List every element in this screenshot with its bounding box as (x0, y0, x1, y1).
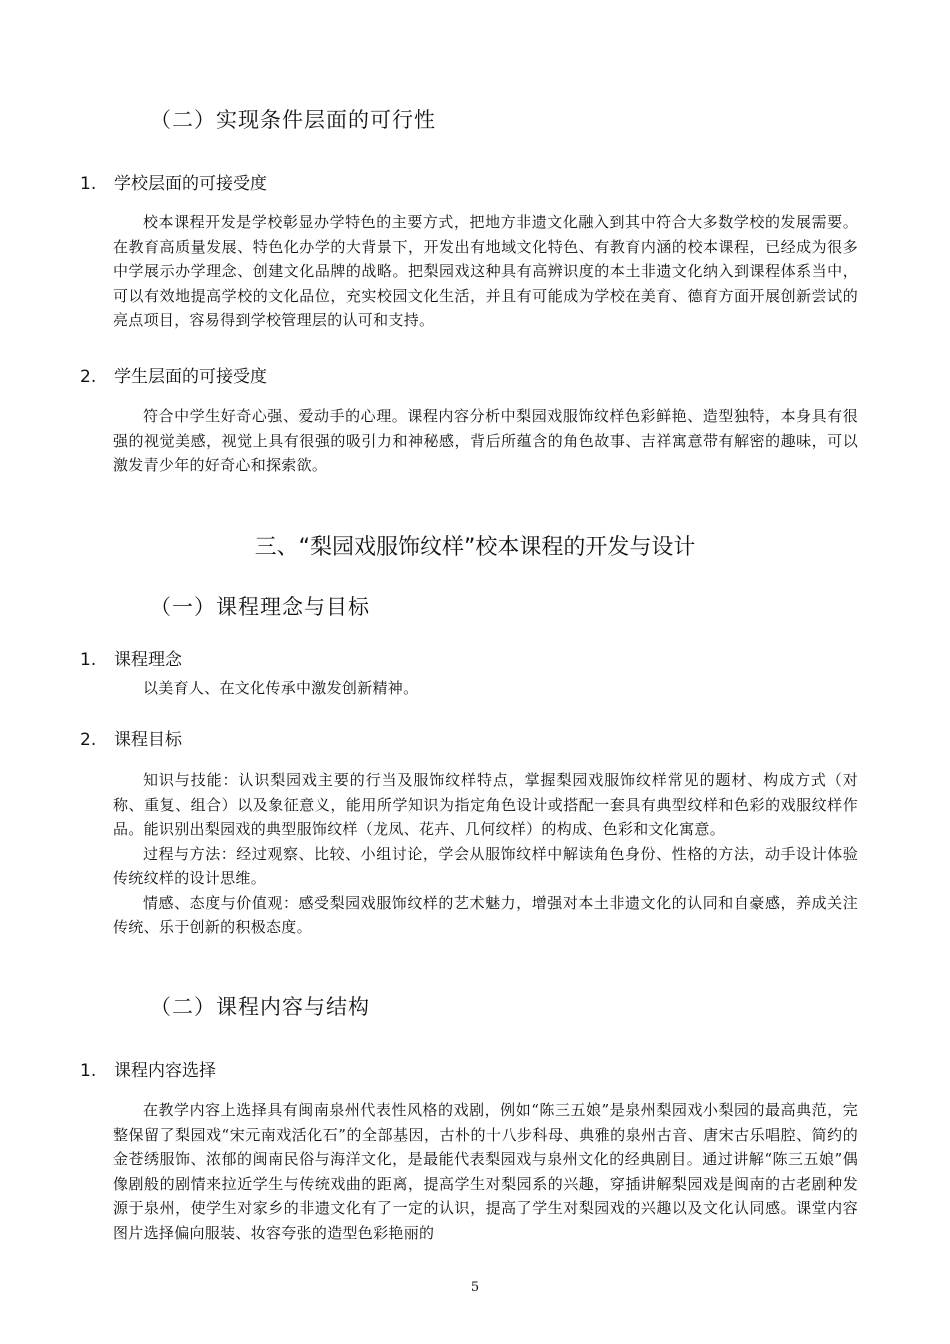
item-heading (80, 1056, 216, 1081)
item-title: 学生层面的可接受度 (114, 367, 267, 387)
item-number: 2. (80, 367, 97, 387)
paragraph (113, 768, 858, 940)
item-heading (80, 725, 182, 750)
paragraph-text: 过程与方法：经过观察、比较、小组讨论，学会从服饰纹样中解读角色身份、性格的方法，动手设计体验传统纹样的设计思维。 (113, 844, 858, 887)
paragraph (113, 404, 858, 478)
item-number: 2. (80, 730, 97, 750)
paragraph (113, 210, 858, 333)
item-number: 1. (80, 1061, 97, 1081)
chapter-heading: 三、“梨园戏服饰纹样”校本课程的开发与设计 (254, 535, 696, 560)
paragraph-text: 符合中学生好奇心强、爱动手的心理。课程内容分析中梨园戏服饰纹样色彩鲜艳、造型独特，本身具有很强的视觉美感，视觉上具有很强的吸引力和神秘感，背后所蕴含的角色故事、吉祥寓意带有解密的趣味，可以激发青少年的好奇心和探索欲。 (113, 407, 858, 474)
paragraph (113, 1098, 858, 1245)
item-number: 1. (80, 174, 97, 194)
item-title: 课程内容选择 (114, 1061, 216, 1081)
paragraph-text: 以美育人、在文化传承中激发创新精神。 (143, 679, 419, 697)
section-heading: （二）实现条件层面的可行性 (150, 108, 436, 132)
item-heading (80, 169, 267, 194)
paragraph-text: 情感、态度与价值观：感受梨园戏服饰纹样的艺术魅力，增强对本土非遗文化的认同和自豪感，养成关注传统、乐于创新的积极态度。 (113, 893, 858, 936)
section-heading: （二）课程内容与结构 (150, 995, 370, 1019)
item-title: 学校层面的可接受度 (114, 174, 267, 194)
paragraph-text: 知识与技能：认识梨园戏主要的行当及服饰纹样特点，掌握梨园戏服饰纹样常见的题材、构成方式（对称、重复、组合）以及象征意义，能用所学知识为指定角色设计或搭配一套具有典型纹样和色彩的戏服纹样作品。能识别出梨园戏的典型服饰纹样（龙凤、花卉、几何纹样）的构成、色彩和文化寓意。 (113, 771, 858, 838)
paragraph-text: 校本课程开发是学校彰显办学特色的主要方式，把地方非遗文化融入到其中符合大多数学校的发展需要。在教育高质量发展、特色化办学的大背景下，开发出有地域文化特色、有教育内涵的校本课程，已经成为很多中学展示办学理念、创建文化品牌的战略。把梨园戏这种具有高辨识度的本土非遗文化纳入到课程体系当中，可以有效地提高学校的文化品位，充实校园文化生活，并且有可能成为学校在美育、德育方面开展创新尝试的亮点项目，容易得到学校管理层的认可和支持。 (113, 213, 858, 329)
item-title: 课程理念 (114, 650, 182, 670)
paragraph (113, 676, 858, 701)
item-title: 课程目标 (114, 730, 182, 750)
item-heading (80, 645, 182, 670)
item-number: 1. (80, 650, 97, 670)
paragraph-text: 在教学内容上选择具有闽南泉州代表性风格的戏剧，例如“陈三五娘”是泉州梨园戏小梨园的最高典范，完整保留了梨园戏“宋元南戏活化石”的全部基因，古朴的十八步科母、典雅的泉州古音、唐宋古乐唱腔、简约的金苍绣服饰、浓郁的闽南民俗与海洋文化，是最能代表梨园戏与泉州文化的经典剧目。通过讲解“陈三五娘”偶像剧般的剧情来拉近学生与传统戏曲的距离，提高学生对梨园系的兴趣，穿插讲解梨园戏是闽南的古老剧种发源于泉州，使学生对家乡的非遗文化有了一定的认识，提高了学生对梨园戏的兴趣以及文化认同感。课堂内容图片选择偏向服装、妆容夸张的造型色彩艳丽的 (113, 1101, 858, 1242)
page-number: 5 (470, 1280, 480, 1295)
item-heading (80, 362, 267, 387)
section-heading: （一）课程理念与目标 (150, 595, 370, 619)
